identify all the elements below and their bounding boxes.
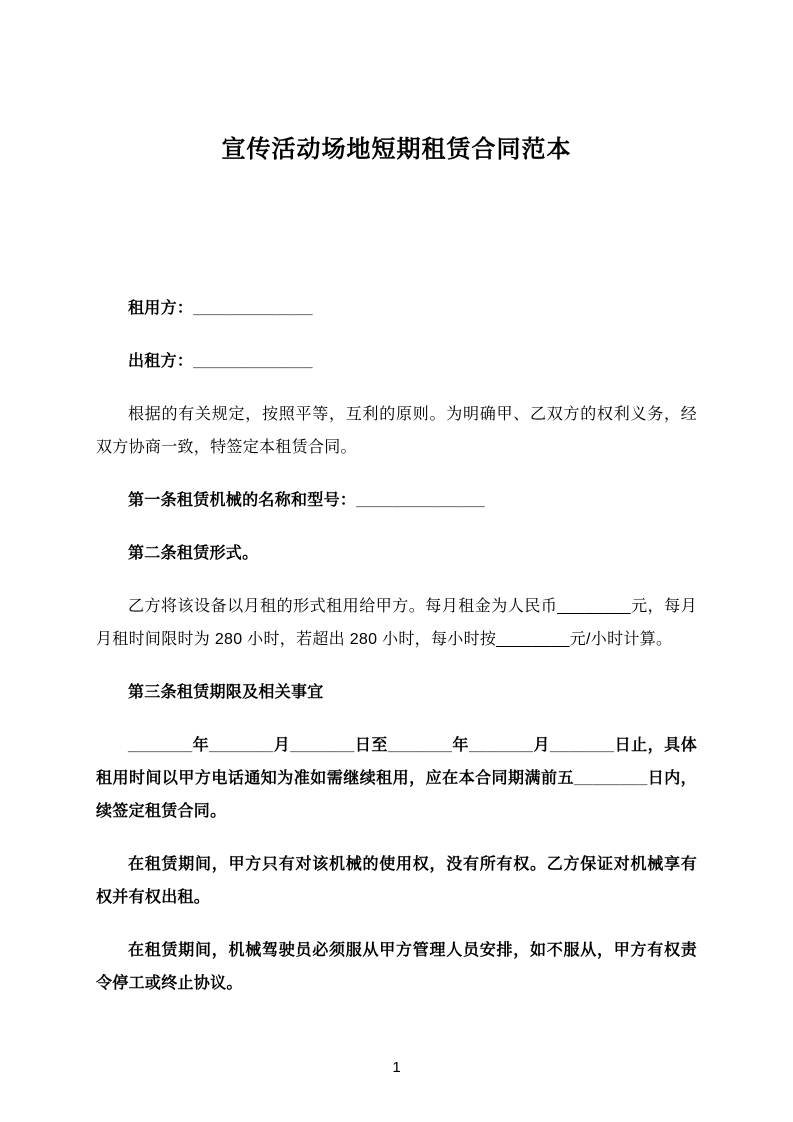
page-number: 1 <box>392 1059 401 1076</box>
clause-3-heading: 第三条租赁期限及相关事宜 <box>128 684 324 701</box>
clause-2-heading: 第二条租赁形式。 <box>128 545 259 562</box>
clause-3-operator-paragraph: 在租赁期间，机械驾驶员必须服从甲方管理人员安排，如不服从，甲方有权责令停工或终止协议。 <box>96 942 697 992</box>
party-lessee-line: 租用方：_____________ <box>128 300 313 317</box>
preamble-paragraph: 根据的有关规定，按照平等，互利的原则。为明确甲、乙双方的权利义务，经双方协商一致，特签定本租赁合同。 <box>96 406 697 456</box>
clause-1-heading: 第一条租赁机械的名称和型号：______________ <box>128 492 485 509</box>
clause-2-body-paragraph: 乙方将该设备以月租的形式租用给甲方。每月租金为人民币________元，每月月租时间限时为 280 小时，若超出 280 小时，每小时按________元/小时计算。 <box>96 598 697 648</box>
party-lessor-line: 出租方：_____________ <box>128 353 313 370</box>
clause-3-term-paragraph: _______年_______月_______日至_______年_______月_______日止，具体租用时间以甲方电话通知为准如需继续租用，应在本合同期满前五________日内，续签定租赁合同。 <box>96 737 697 820</box>
clause-3-usage-rights-paragraph: 在租赁期间，甲方只有对该机械的使用权，没有所有权。乙方保证对机械享有权并有权出租。 <box>96 856 697 906</box>
document-title: 宣传活动场地短期租赁合同范本 <box>221 136 572 163</box>
